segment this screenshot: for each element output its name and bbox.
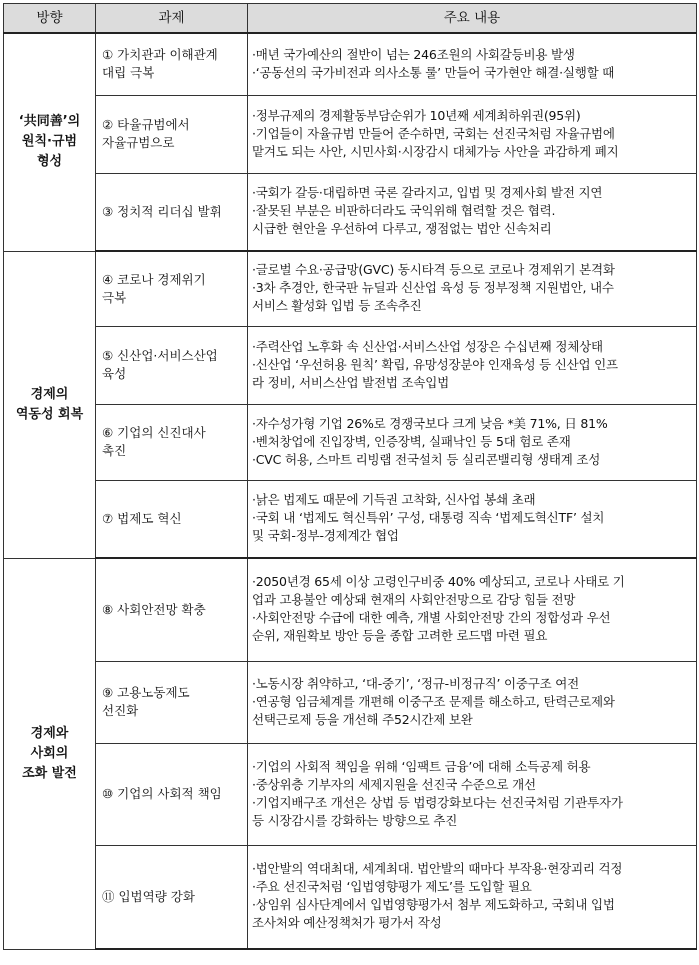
- task-label: ④ 코로나 경제위기: [102, 271, 206, 287]
- direction-label: 경제의: [30, 386, 69, 402]
- content-line: 시급한 현안을 우선하여 다루고, 쟁점없는 법안 신속처리: [252, 221, 552, 237]
- content-line: ·정부규제의 경제활동부담순위가 10년째 세계최하위권(95위): [252, 107, 581, 123]
- task-label: 선진화: [102, 703, 139, 718]
- content-line: 등 시장감시를 강화하는 방향으로 추진: [252, 812, 458, 828]
- direction-label: 경제와: [30, 725, 69, 741]
- content-line: 및 국회-정부-경제계간 협업: [252, 528, 399, 544]
- content-line: ·3차 추경안, 한국판 뉴딜과 신산업 육성 등 정부정책 지원법안, 내수: [252, 280, 614, 296]
- content-cell: [248, 251, 697, 326]
- content-line: ·상임위 심사단계에서 입법영향평가서 첨부 제도화하고, 국회내 입법: [252, 897, 615, 913]
- table-row: [4, 173, 697, 251]
- content-line: ·국회 내 ‘법제도 혁신특위’ 구성, 대통령 직속 ‘법제도혁신TF’ 설치: [252, 510, 605, 526]
- task-cell: [96, 404, 248, 480]
- task-cell: [96, 845, 248, 949]
- content-cell: [248, 558, 697, 661]
- table-row: [4, 33, 697, 95]
- direction-label: 조화 발전: [22, 765, 77, 781]
- task-cell: [96, 326, 248, 404]
- header-task: 과제: [96, 4, 248, 34]
- task-label: 촉진: [102, 443, 127, 458]
- content-cell: [248, 404, 697, 480]
- task-cell: [96, 558, 248, 661]
- direction-label: 역동성 회복: [15, 406, 84, 422]
- task-cell: [96, 251, 248, 326]
- content-cell: [248, 326, 697, 404]
- task-cell: [96, 480, 248, 558]
- content-line: ·잘못된 부분은 비판하더라도 국익위해 협력할 것은 협력.: [252, 203, 556, 219]
- task-label: ② 타율규범에서: [102, 117, 190, 132]
- task-cell: [96, 661, 248, 743]
- content-line: ·신산업 ‘우선허용 원칙’ 확립, 유망성장분야 인재육성 등 신산업 인프: [252, 356, 618, 372]
- content-line: ·연공형 임금체계를 개편해 이중구조 문제를 해소하고, 탄력근로제와: [252, 693, 615, 709]
- task-label: 극복: [102, 289, 127, 305]
- table-row: [4, 95, 697, 173]
- task-cell: [96, 173, 248, 251]
- content-cell: [248, 95, 697, 173]
- direction-label: 원칙·규범: [21, 134, 78, 150]
- task-cell: [96, 95, 248, 173]
- content-line: ·기업들이 자율규범 만들어 준수하면, 국회는 선진국처럼 자율규범에: [252, 125, 615, 141]
- table-row: [4, 845, 697, 949]
- task-cell: [96, 743, 248, 845]
- task-label: 육성: [102, 366, 127, 381]
- content-cell: [248, 743, 697, 845]
- table-row: [4, 480, 697, 558]
- content-line: ·‘공동선의 국가비전과 의사소통 룰’ 만들어 국가현안 해결·실행할 때: [252, 64, 615, 80]
- content-line: 순위, 재원확보 방안 등을 종합 고려한 로드맵 마련 필요: [252, 628, 548, 644]
- table-row: [4, 661, 697, 743]
- content-cell: [248, 661, 697, 743]
- task-label: ⑥ 기업의 신진대사: [102, 425, 206, 440]
- task-cell: [96, 33, 248, 95]
- direction-label: 사회의: [30, 745, 69, 761]
- task-label: ⑩ 기업의 사회적 책임: [102, 786, 222, 801]
- content-line: ·글로벌 수요·공급망(GVC) 동시타격 등으로 코로나 경제위기 본격화: [252, 262, 615, 278]
- content-line: ·2050년경 65세 이상 고령인구비중 40% 예상되고, 코로나 사태로 기: [252, 574, 625, 590]
- content-line: ·주요 선진국처럼 ‘입법영향평가 제도’를 도입할 필요: [252, 879, 532, 895]
- content-line: ·중상위층 기부자의 세제지원을 선진국 수준으로 개선: [252, 776, 536, 792]
- header-row: [4, 4, 697, 34]
- content-line: 서비스 활성화 입법 등 조속추진: [252, 298, 422, 314]
- task-label: ⑧ 사회안전망 확충: [102, 601, 206, 617]
- task-label: ⑪ 입법역량 강화: [102, 888, 195, 904]
- content-line: ·국회가 갈등·대립하면 국론 갈라지고, 입법 및 경제사회 발전 지연: [252, 185, 603, 201]
- task-label: ⑤ 신산업·서비스산업: [102, 348, 218, 363]
- direction-cell: [4, 251, 96, 558]
- content-line: ·노동시장 취약하고, ‘대-중기’, ‘정규-비정규직’ 이중구조 여전: [252, 675, 580, 691]
- table-row: [4, 251, 697, 326]
- direction-label: ‘共同善’의: [18, 114, 81, 130]
- task-label: ⑦ 법제도 혁신: [102, 510, 182, 526]
- content-cell: [248, 173, 697, 251]
- content-line: ·낡은 법제도 때문에 기득권 고착화, 신사업 봉쇄 초래: [252, 492, 536, 508]
- content-line: ·기업지배구조 개선은 상법 등 법령강화보다는 선진국처럼 기관투자가: [252, 794, 623, 810]
- content-line: 맡겨도 되는 사안, 시민사회·시장감시 대체가능 사안을 과감하게 폐지: [252, 143, 619, 159]
- task-label: 자율규범으로: [102, 135, 175, 150]
- direction-label: 형성: [36, 154, 63, 170]
- content-line: ·CVC 허용, 스마트 리빙랩 전국설치 등 실리콘밸리형 생태계 조성: [252, 451, 601, 467]
- content-line: ·벤처창업에 진입장벽, 인증장벽, 실패낙인 등 5대 험로 존재: [252, 433, 571, 449]
- header-direction: 방향: [4, 4, 96, 34]
- direction-cell: [4, 33, 96, 251]
- header-content: 주요 내용: [248, 4, 697, 34]
- table-row: [4, 404, 697, 480]
- table-body: [4, 33, 697, 949]
- task-label: 대립 극복: [102, 65, 155, 81]
- content-line: 선택근로제 등을 개선해 주52시간제 보완: [252, 711, 473, 727]
- content-line: ·사회안전망 수급에 대한 예측, 개별 사회안전망 간의 정합성과 우선: [252, 610, 611, 626]
- content-line: ·법안발의 역대최대, 세계최대. 법안발의 때마다 부작용·현장괴리 걱정: [252, 861, 623, 877]
- content-line: 조사처와 예산정책처가 평가서 작성: [252, 915, 442, 931]
- table-row: [4, 558, 697, 661]
- content-line: ·자수성가형 기업 26%로 경쟁국보다 크게 낮음 *美 71%, 日 81%: [252, 415, 608, 431]
- content-line: 업과 고용불안 예상돼 현재의 사회안전망으로 감당 힘들 전망: [252, 592, 576, 608]
- direction-cell: [4, 558, 96, 949]
- content-cell: [248, 845, 697, 949]
- task-label: ⑨ 고용노동제도: [102, 685, 190, 700]
- content-line: ·주력산업 노후화 속 신산업·서비스산업 성장은 수십년째 정체상태: [252, 338, 603, 354]
- task-label: ① 가치관과 이해관계: [102, 47, 218, 63]
- table-row: [4, 743, 697, 845]
- content-cell: [248, 33, 697, 95]
- content-cell: [248, 480, 697, 558]
- content-line: ·매년 국가예산의 절반이 넘는 246조원의 사회갈등비용 발생: [252, 46, 575, 62]
- table-row: [4, 326, 697, 404]
- content-line: 라 정비, 서비스산업 발전법 조속입법: [252, 374, 449, 390]
- policy-table: [3, 3, 697, 950]
- task-label: ③ 정치적 리더십 발휘: [102, 203, 222, 219]
- content-line: ·기업의 사회적 책임을 위해 ‘임팩트 금융’에 대해 소득공제 허용: [252, 758, 591, 774]
